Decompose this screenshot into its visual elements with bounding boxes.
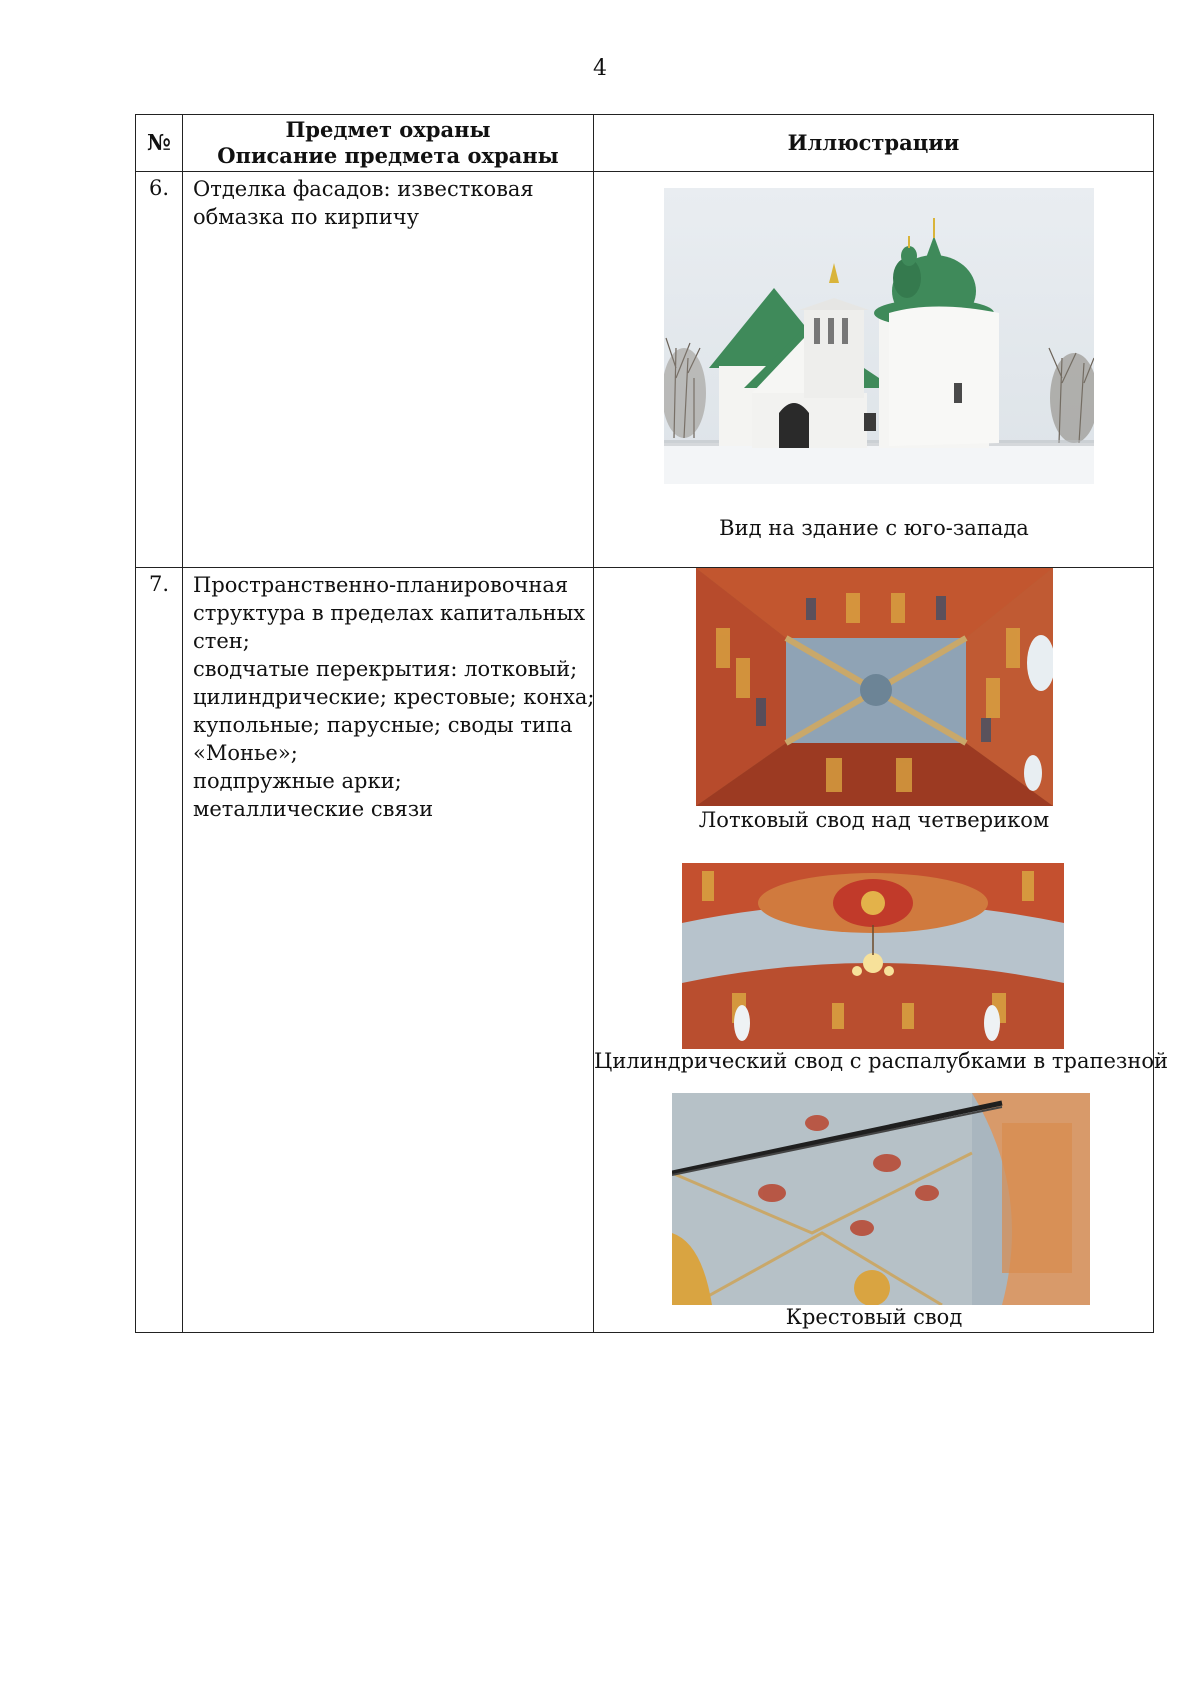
header-number: № [136, 115, 183, 172]
description-line: подпружные арки; [193, 769, 402, 793]
description-line: стен; [193, 629, 250, 653]
cylindrical-vault-photo [682, 863, 1064, 1049]
cross-vault-photo [672, 1093, 1090, 1305]
description-line: сводчатые перекрытия: лотковый; [193, 657, 578, 681]
description-line: металлические связи [193, 797, 434, 821]
table-header-row [136, 115, 1154, 172]
description-line: Пространственно-планировочная [193, 573, 569, 597]
church-exterior-photo [664, 188, 1094, 484]
description-line: цилиндрические; крестовые; конха; [193, 685, 595, 709]
photo-caption: Крестовый свод [785, 1305, 963, 1329]
header-subject-line2: Описание предмета охраны [217, 143, 559, 168]
photo-caption: Лотковый свод над четвериком [698, 808, 1050, 832]
row-description [183, 172, 594, 568]
table-row [136, 172, 1154, 568]
row-illustrations [594, 172, 1154, 568]
description-line: обмазка по кирпичу [193, 205, 420, 229]
row-illustrations [594, 568, 1168, 1333]
description-line: Отделка фасадов: известковая [193, 177, 534, 201]
description-line: «Монье»; [193, 741, 298, 765]
description-line: структура в пределах капитальных [193, 601, 586, 625]
table-row [136, 568, 1154, 1333]
photo-caption: Вид на здание с юго-запада [719, 516, 1029, 540]
description-line: купольные; парусные; своды типа [193, 713, 573, 737]
row-number: 6. [136, 172, 183, 568]
page-number: 4 [593, 56, 607, 81]
row-description [183, 568, 594, 1333]
photo-caption: Цилиндрический свод с распалубками в трапезной [594, 1049, 1168, 1073]
row-number: 7. [136, 568, 183, 1333]
protection-table [135, 114, 1168, 1333]
tray-vault-photo [696, 568, 1053, 806]
header-subject [183, 115, 594, 172]
header-subject-line1: Предмет охраны [285, 117, 491, 142]
header-illustrations: Иллюстрации [594, 115, 1154, 172]
